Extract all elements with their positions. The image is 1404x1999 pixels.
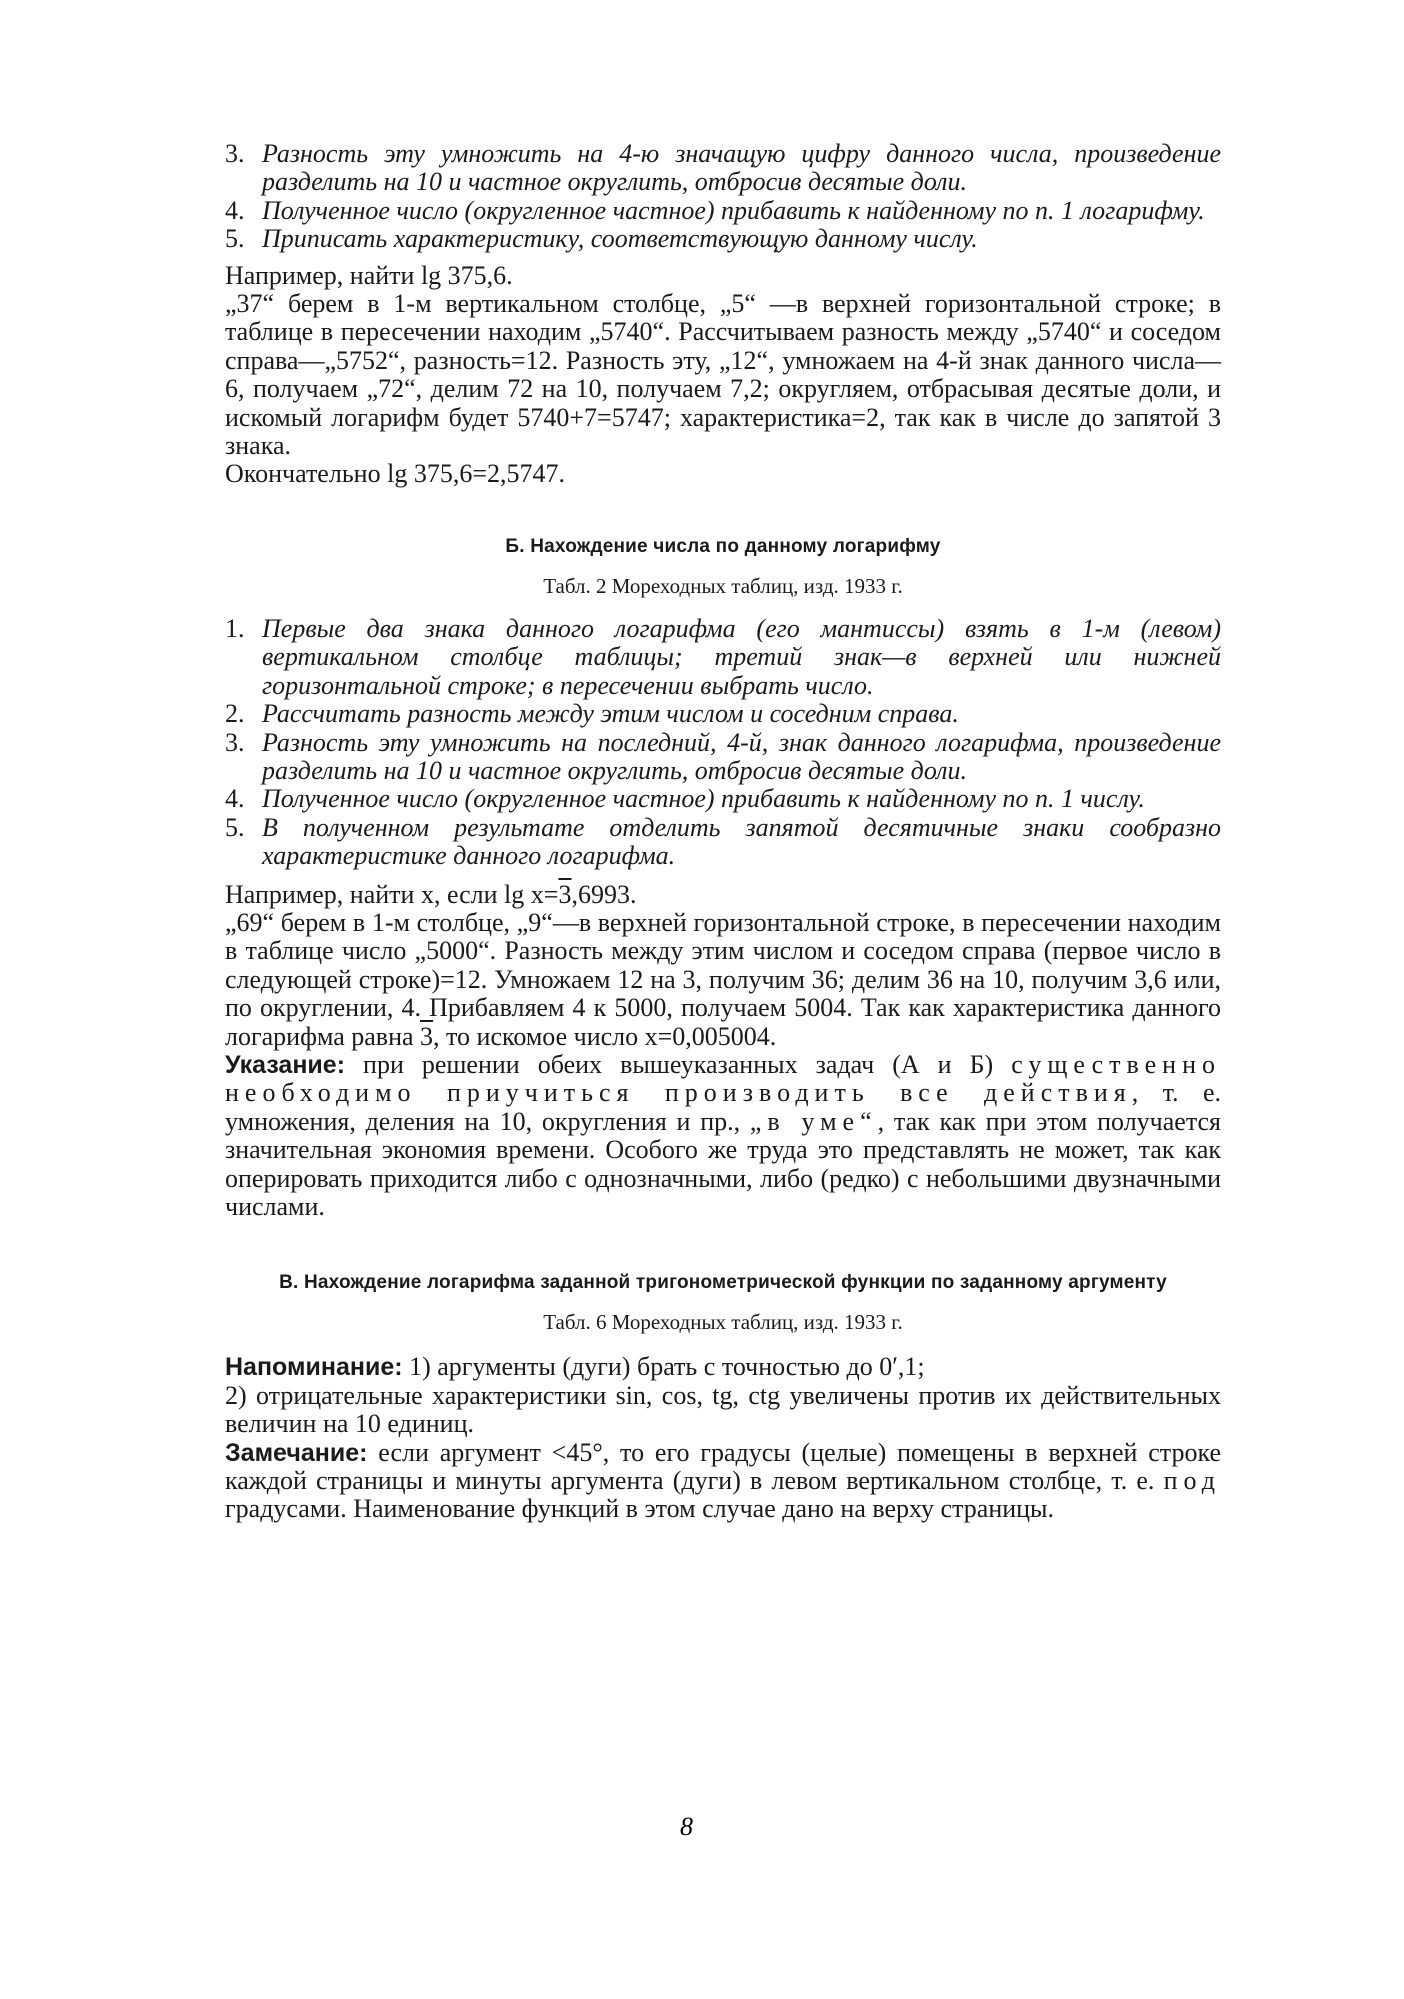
- item-text: Полученное число (округленное частное) прибавить к найденному по п. 1 логарифму.: [262, 195, 1205, 225]
- list-item: [225, 814, 1221, 871]
- item-text: Приписать характеристику, соответствующую данному числу.: [262, 224, 978, 254]
- example-a-intro: Например, найти lg 375,6.: [225, 260, 513, 290]
- page-number: 8: [680, 1812, 693, 1841]
- item-number: 2.: [225, 699, 245, 729]
- example-a-body: „37“ берем в 1-м вертикальном столбце, „5“ —в верхней горизонтальной строке; в таблице в пересечении находим „5740“. Рассчитываем разность между „5740“ и соседом справа—„5752“, разность=12. Разность эту, „12“, умножаем на 4-й знак данного числа—6, получаем „72“, делим 72 на 10, получаем 7,2; округляем, отбрасывая десятые доли, и искомый логарифм будет 5740+7=5747; характеристика=2, так как в числе до запятой 3 знака.: [225, 289, 1221, 461]
- list-item: [225, 785, 1221, 813]
- list-item: [225, 700, 1221, 728]
- bar-characteristic: 3: [558, 879, 572, 909]
- list-a: [225, 140, 1221, 254]
- note-text-a: при решении обеих вышеуказанных задач (А и Б): [345, 1049, 1012, 1079]
- note-label: Указание:: [225, 1050, 346, 1079]
- item-text: В полученном результате отделить запятой десятичные знаки сообразно характеристике данного логарифма.: [262, 812, 1221, 871]
- example-b-body-a: „69“ берем в 1-м столбце, „9“—в верхней горизонтальной строке, в пересечении находим в таблице число „5000“. Разность между этим числом и соседом справа (первое число в следующей строке)=12. Умножаем 12 на 3, получим 36; делим 36 на 10, получим 3,6 или, по округлении, 4. Прибавляем 4 к 5000, получаем 5004. Так как характеристика данного логарифма равна: [225, 907, 1221, 1051]
- list-item: [225, 197, 1221, 225]
- reminder-2: 2) отрицательные характеристики sin, cos, tg, ctg увеличены против их действительных величин на 10 единиц.: [225, 1380, 1221, 1439]
- bar-characteristic: 3: [420, 1021, 434, 1051]
- example-b-body: [225, 909, 1221, 1051]
- remark-text-b: градусами. Наименование функций в этом случае дано на верху страницы.: [225, 1494, 1055, 1524]
- section-c-subtitle: Табл. 6 Мореходных таблиц, изд. 1933 г.: [543, 1310, 903, 1335]
- note-text-c: , так как при этом получается значительная экономия времени. Особого же труда это представлять не может, так как оперировать приходится либо с однозначными, либо (редко) с небольшими двузначными числами.: [225, 1106, 1221, 1221]
- remark: [225, 1439, 1221, 1524]
- note-spaced: существенно необходимо приучиться производить все действия: [225, 1049, 1221, 1108]
- remark-spaced: под: [1163, 1466, 1221, 1496]
- section-c-title: В. Нахождение логарифма заданной тригонометрической функции по заданному аргументу: [279, 1272, 1167, 1294]
- example-a-result: Окончательно lg 375,6=2,5747.: [225, 459, 565, 489]
- item-text: Полученное число (округленное частное) прибавить к найденному по п. 1 числу.: [262, 784, 1145, 814]
- example-b-intro: [225, 881, 1221, 909]
- item-text: Первые два знака данного логарифма (его мантиссы) взять в 1-м (левом) вертикальном столбце таблицы; третий знак—в верхней или нижней горизонтальной строке; в пересечении выбрать число.: [262, 613, 1221, 700]
- section-b-title: Б. Нахождение числа по данному логарифму: [505, 535, 941, 557]
- list-item: [225, 729, 1221, 786]
- note-spaced-2: „в уме“: [749, 1106, 878, 1136]
- example-b-body-b: , то искомое число x=0,005004.: [433, 1021, 777, 1051]
- item-number: 1.: [225, 613, 245, 643]
- list-item: [225, 225, 1221, 253]
- reminder-1: [225, 1353, 1221, 1381]
- note-text-b: , т. е. умножения, деления на 10, округления и пр.,: [225, 1078, 1221, 1136]
- remark-label: Замечание:: [225, 1438, 368, 1467]
- document-page: [225, 140, 1221, 1524]
- list-item: [225, 140, 1221, 197]
- item-number: 3.: [225, 727, 245, 757]
- list-item: [225, 615, 1221, 700]
- reminder-label: Напоминание:: [225, 1353, 403, 1382]
- item-number: 4.: [225, 195, 245, 225]
- reminder-text-1: 1) аргументы (дуги) брать с точностью до 0′,1;: [402, 1352, 925, 1382]
- example-b-intro-b: ,6993.: [571, 879, 637, 909]
- item-number: 3.: [225, 139, 245, 168]
- item-number: 5.: [225, 812, 245, 842]
- remark-text-a: если аргумент <45°, то его градусы (целые) помещены в верхней строке каждой страницы и минуты аргумента (дуги) в левом вертикальном столбце, т. е.: [225, 1437, 1221, 1496]
- instruction-note: [225, 1051, 1221, 1221]
- item-text: Разность эту умножить на 4-ю значащую цифру данного числа, произведение разделить на 10 и частное округлить, отбросив десятые доли.: [262, 139, 1221, 197]
- example-b-intro-a: Например, найти x, если lg x=: [225, 879, 559, 909]
- item-text: Разность эту умножить на последний, 4-й, знак данного логарифма, произведение разделить на 10 и частное округлить, отбросив десятые доли.: [262, 727, 1221, 785]
- item-text: Рассчитать разность между этим числом и соседним справа.: [262, 699, 959, 729]
- item-number: 5.: [225, 224, 245, 254]
- item-number: 4.: [225, 784, 245, 814]
- list-b: [225, 615, 1221, 871]
- section-b-subtitle: Табл. 2 Мореходных таблиц, изд. 1933 г.: [543, 573, 903, 598]
